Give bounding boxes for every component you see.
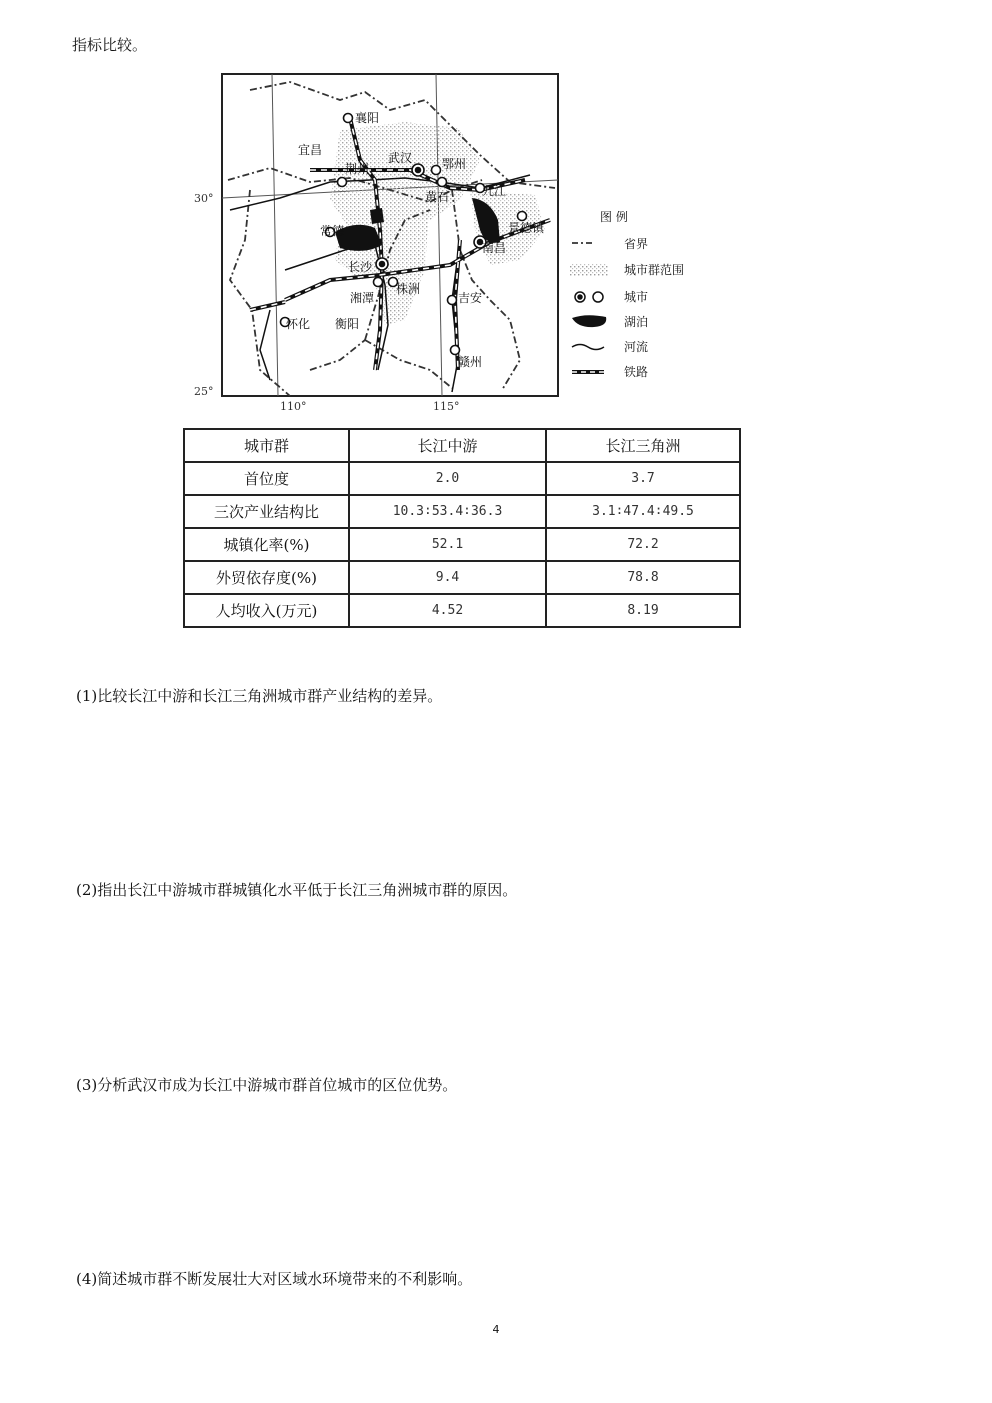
city-label-jiujiang: 九江: [482, 184, 507, 198]
table-cell-value: 10.3∶53.4∶36.3: [349, 495, 546, 528]
city-label-yichang: 宜昌: [298, 143, 323, 157]
legend-river-symbol: [572, 345, 604, 350]
table-cell-value: 78.8: [546, 561, 740, 594]
city-label-wuhan: 武汉: [388, 151, 413, 165]
table-cell-label: 外贸依存度(%): [184, 561, 349, 594]
city-label-huaihua: 怀化: [286, 317, 311, 331]
lat-label-25: 25°: [194, 385, 214, 398]
city-label-changsha: 长沙: [348, 260, 373, 274]
city-label-changde: 常德: [320, 224, 345, 238]
table-cell-label: 人均收入(万元): [184, 594, 349, 627]
lat-label-30: 30°: [194, 192, 214, 205]
city-label-xiangyang: 襄阳: [355, 111, 380, 125]
legend-title: 图 例: [600, 210, 628, 224]
legend-lake-symbol: [572, 315, 606, 327]
lon-label-115: 115°: [433, 400, 460, 413]
table-cell-value: 8.19: [546, 594, 740, 627]
city-label-jingzhou: 荆州: [345, 162, 370, 176]
city-label-zhuzhou: 株洲: [396, 282, 421, 296]
city-label-hengyang: 衡阳: [335, 317, 360, 331]
intro-text: 指标比较。: [72, 36, 148, 54]
legend-railway-label: 铁路: [624, 365, 649, 379]
table-cell-value: 3.1∶47.4∶49.5: [546, 495, 740, 528]
legend-city-label: 城市: [624, 290, 649, 304]
city-label-jingdezhen: 景德镇: [508, 221, 545, 235]
table-cell-label: 首位度: [184, 462, 349, 495]
table-header-cell: 长江中游: [349, 429, 546, 462]
table-cell-value: 72.2: [546, 528, 740, 561]
table-cell-label: 三次产业结构比: [184, 495, 349, 528]
question-1: (1)比较长江中游和长江三角洲城市群产业结构的差异。: [76, 687, 443, 705]
table-header-cell: 城市群: [184, 429, 349, 462]
city-label-huangshi: 黄石: [425, 190, 450, 204]
legend-province-border-label: 省界: [624, 237, 649, 251]
table-header-row: [184, 429, 740, 462]
map-legend: [570, 209, 684, 379]
lon-label-110: 110°: [280, 400, 307, 413]
city-label-jian: 吉安: [458, 291, 483, 305]
legend-lake-label: 湖泊: [624, 315, 649, 329]
city-label-ezhou: 鄂州: [442, 157, 467, 171]
city-label-xiangtan: 湘潭: [350, 291, 375, 305]
table-cell-value: 52.1: [349, 528, 546, 561]
comparison-table: [183, 428, 741, 628]
question-4: (4)简述城市群不断发展壮大对区域水环境带来的不利影响。: [76, 1270, 473, 1288]
question-3: (3)分析武汉市成为长江中游城市群首位城市的区位优势。: [76, 1076, 458, 1094]
table-cell-value: 2.0: [349, 462, 546, 495]
table-row: [184, 528, 740, 561]
legend-river-label: 河流: [624, 340, 649, 354]
table-row: [184, 594, 740, 627]
regional-map: [190, 70, 710, 415]
table-row: [184, 462, 740, 495]
city-label-ganzhou: 赣州: [458, 355, 483, 369]
legend-urban-area-symbol: [570, 264, 608, 276]
table-row: [184, 495, 740, 528]
page-number: 4: [492, 1323, 500, 1336]
legend-urban-area-label: 城市群范围: [624, 263, 685, 277]
table-cell-value: 3.7: [546, 462, 740, 495]
table-header-cell: 长江三角洲: [546, 429, 740, 462]
table-cell-label: 城镇化率(%): [184, 528, 349, 561]
legend-city-symbol: [575, 292, 603, 302]
table-cell-value: 4.52: [349, 594, 546, 627]
table-row: [184, 561, 740, 594]
table-cell-value: 9.4: [349, 561, 546, 594]
question-2: (2)指出长江中游城市群城镇化水平低于长江三角洲城市群的原因。: [76, 881, 518, 899]
city-label-nanchang: 南昌: [482, 241, 507, 255]
